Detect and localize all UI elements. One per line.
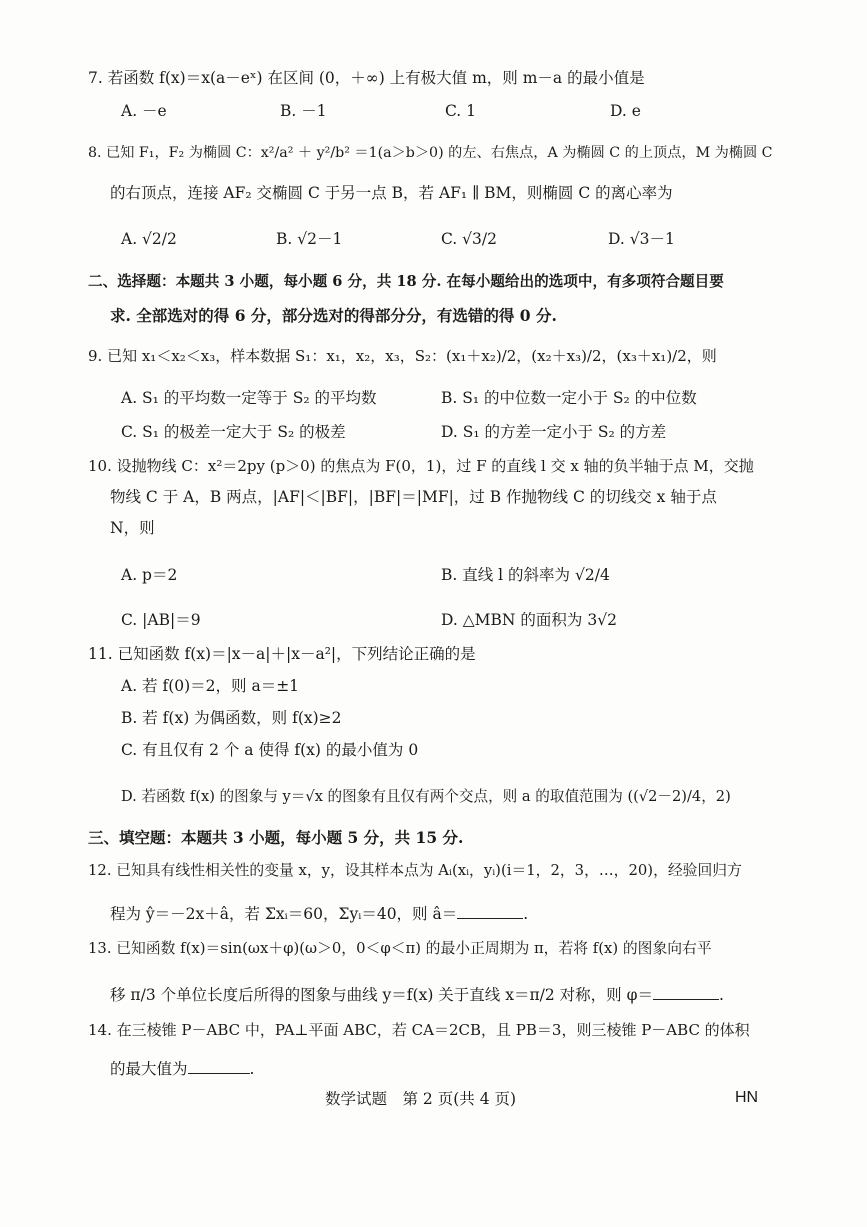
- q8-option-d: D. √3－1: [608, 230, 675, 248]
- q14-end: .: [249, 1060, 255, 1078]
- section2-heading-line2: 求. 全部选对的得 6 分，部分选对的得部分分，有选错的得 0 分.: [110, 306, 557, 325]
- q8-line1: 8. 已知 F₁，F₂ 为椭圆 C：x²/a² ＋ y²/b² ＝1(a＞b＞0) 的左、右焦点，A 为椭圆 C 的上顶点，M 为椭圆 C: [88, 145, 773, 161]
- q9-option-c: C. S₁ 的极差一定大于 S₂ 的极差: [121, 423, 346, 441]
- q7-option-b: B. －1: [280, 102, 327, 120]
- q10-option-d: D. △MBN 的面积为 3√2: [441, 611, 617, 629]
- q7-option-a: A. －e: [121, 102, 167, 120]
- q11-option-b: B. 若 f(x) 为偶函数，则 f(x)≥2: [121, 709, 342, 727]
- q7-option-d: D. e: [610, 102, 641, 120]
- q8-option-c: C. √3/2: [441, 230, 497, 248]
- q11-option-d: D. 若函数 f(x) 的图象与 y＝√x 的图象有且仅有两个交点，则 a 的取值范围为 ((√2－2)/4，2): [121, 788, 731, 805]
- q13-line1: 13. 已知函数 f(x)＝sin(ωx＋φ)(ω＞0，0＜φ＜π) 的最小正周期为 π，若将 f(x) 的图象向右平: [88, 940, 712, 957]
- footer-page-info: 数学试题 第 2 页(共 4 页): [325, 1090, 517, 1108]
- q9-option-a: A. S₁ 的平均数一定等于 S₂ 的平均数: [121, 389, 377, 407]
- q12-line2-text: 程为 ŷ＝－2x＋â，若 Σxᵢ＝60，Σyᵢ＝40，则 â＝: [110, 905, 458, 923]
- q10-option-a: A. p＝2: [121, 566, 178, 584]
- q13-line2: [110, 985, 724, 1004]
- q10-option-c: C. |AB|＝9: [121, 611, 201, 629]
- q12-end: .: [523, 905, 529, 923]
- q14-line2-text: 的最大值为: [110, 1060, 188, 1078]
- q10-line2: 物线 C 于 A，B 两点，|AF|＜|BF|，|BF|＝|MF|，过 B 作抛物线 C 的切线交 x 轴于点: [110, 488, 717, 506]
- q8-line2: 的右顶点，连接 AF₂ 交椭圆 C 于另一点 B，若 AF₁ ∥ BM，则椭圆 C 的离心率为: [110, 184, 673, 202]
- q10-line1: 10. 设抛物线 C：x²＝2py (p＞0) 的焦点为 F(0，1)，过 F 的直线 l 交 x 轴的负半轴于点 M，交抛: [88, 457, 754, 475]
- q14-line1: 14. 在三棱锥 P－ABC 中，PA⊥平面 ABC，若 CA＝2CB，且 PB＝3，则三棱锥 P－ABC 的体积: [88, 1021, 750, 1039]
- section3-heading: 三、填空题：本题共 3 小题，每小题 5 分，共 15 分.: [88, 828, 464, 847]
- q12-line1: 12. 已知具有线性相关性的变量 x，y，设其样本点为 Aᵢ(xᵢ，yᵢ)(i＝1，2，3，…，20)，经验回归方: [88, 862, 742, 879]
- q14-line2: [110, 1059, 254, 1078]
- q13-line2-text: 移 π/3 个单位长度后所得的图象与曲线 y＝f(x) 关于直线 x＝π/2 对称，则 φ＝: [110, 986, 653, 1004]
- q12-line2: [110, 904, 528, 923]
- q10-line3: N，则: [110, 519, 155, 537]
- q8-option-b: B. √2－1: [276, 230, 343, 248]
- q13-answer-blank[interactable]: [653, 985, 719, 1000]
- q14-answer-blank[interactable]: [188, 1059, 250, 1074]
- q13-end: .: [718, 986, 724, 1004]
- q7-option-c: C. 1: [445, 102, 477, 120]
- q9-option-b: B. S₁ 的中位数一定小于 S₂ 的中位数: [441, 389, 697, 407]
- q11-option-a: A. 若 f(0)＝2，则 a＝±1: [121, 677, 300, 695]
- q11-option-c: C. 有且仅有 2 个 a 使得 f(x) 的最小值为 0: [121, 741, 419, 759]
- q9-option-d: D. S₁ 的方差一定小于 S₂ 的方差: [441, 423, 667, 441]
- q8-option-a: A. √2/2: [121, 230, 177, 248]
- q11-stem: 11. 已知函数 f(x)＝|x－a|＋|x－a²|，下列结论正确的是: [88, 645, 476, 663]
- section2-heading-line1: 二、选择题：本题共 3 小题，每小题 6 分，共 18 分. 在每小题给出的选项中，有多项符合题目要: [88, 273, 724, 290]
- q9-stem: 9. 已知 x₁＜x₂＜x₃，样本数据 S₁：x₁，x₂，x₃，S₂：(x₁＋x₂)/2，(x₂＋x₃)/2，(x₃＋x₁)/2，则: [88, 347, 717, 365]
- q7-stem: 7. 若函数 f(x)＝x(a－eˣ) 在区间 (0，＋∞) 上有极大值 m，则 m－a 的最小值是: [88, 69, 645, 87]
- q10-option-b: B. 直线 l 的斜率为 √2/4: [441, 566, 610, 584]
- footer-region-code: HN: [735, 1089, 759, 1106]
- q12-answer-blank[interactable]: [457, 904, 523, 919]
